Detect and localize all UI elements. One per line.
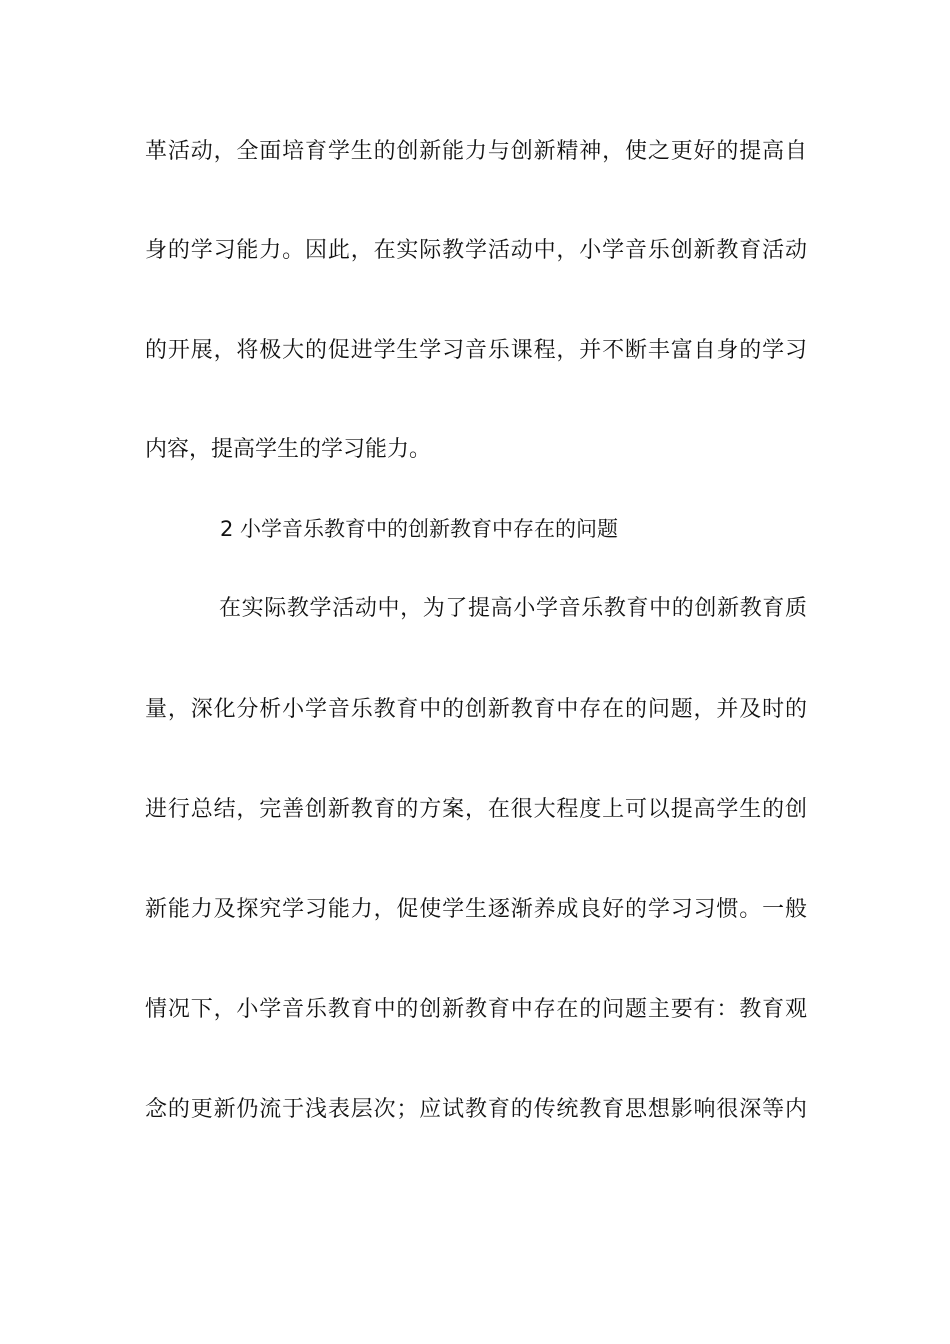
section-heading: 2 小学音乐教育中的创新教育中存在的问题 [220,517,619,541]
paragraph-1-line-4: 内容，提高学生的学习能力。 [145,437,432,462]
paragraph-2-line-6: 念的更新仍流于浅表层次；应试教育的传统教育思想影响很深等内 [145,1097,807,1122]
paragraph-2-line-5: 情况下，小学音乐教育中的创新教育中存在的问题主要有：教育观 [145,997,807,1022]
paragraph-2-line-3: 进行总结，完善创新教育的方案，在很大程度上可以提高学生的创 [145,797,807,822]
paragraph-1-line-3: 的开展，将极大的促进学生学习音乐课程，并不断丰富自身的学习 [145,338,807,363]
paragraph-2-line-1: 在实际教学活动中，为了提高小学音乐教育中的创新教育质 [219,596,807,621]
paragraph-2-line-4: 新能力及探究学习能力，促使学生逐渐养成良好的学习习惯。一般 [145,897,807,922]
paragraph-1-line-1: 革活动，全面培育学生的创新能力与创新精神，使之更好的提高自 [145,139,807,164]
paragraph-1-line-2: 身的学习能力。因此，在实际教学活动中，小学音乐创新教育活动 [145,238,807,263]
paragraph-2-line-2: 量，深化分析小学音乐教育中的创新教育中存在的问题，并及时的 [145,697,807,722]
